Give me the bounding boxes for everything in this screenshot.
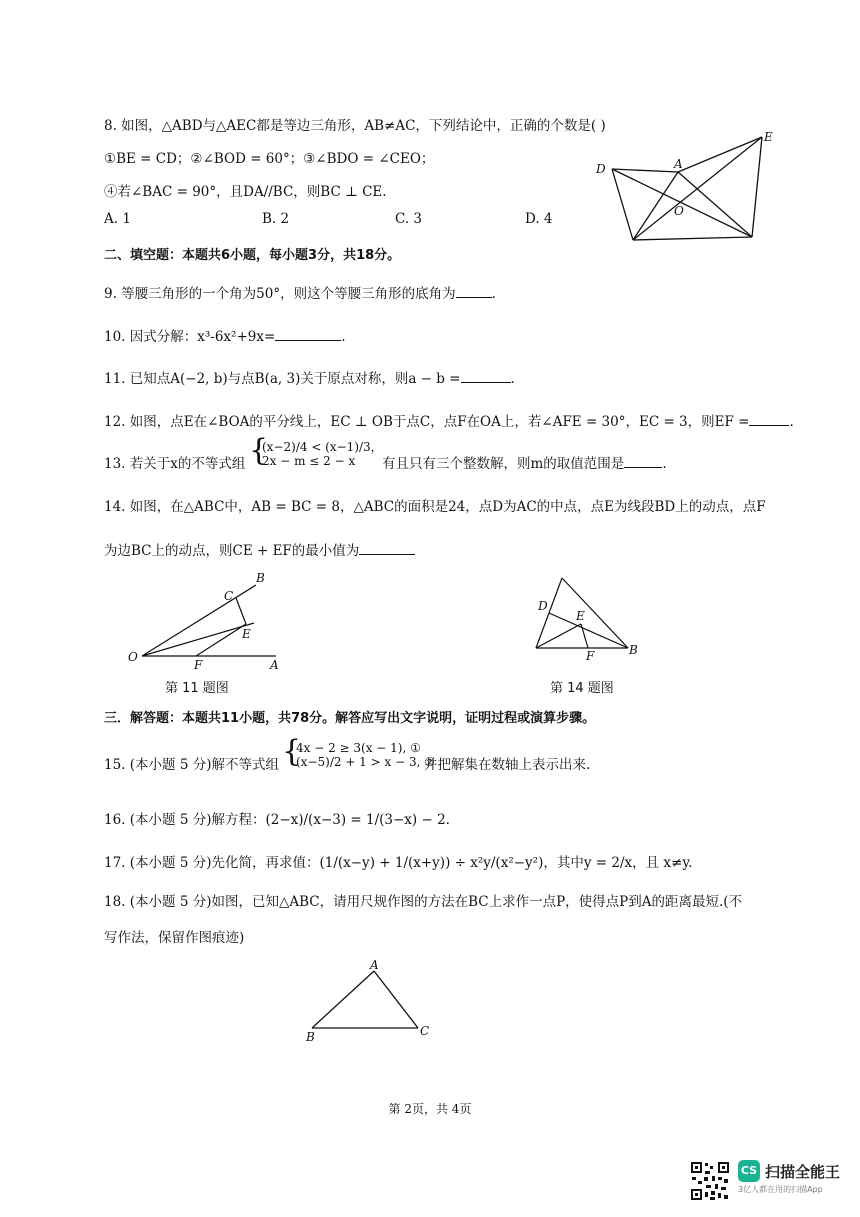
q8-conditions-2: ④若∠BAC = 90°，且DA//BC，则BC ⊥ CE. [104, 184, 387, 200]
q10-text: 10. 因式分解：x³-6x²+9x= [104, 329, 276, 345]
fig11-label-a: A [270, 658, 279, 670]
q14-line-2 [104, 539, 415, 559]
q15-system [296, 741, 435, 769]
q15-sys-1: 4x − 2 ≥ 3(x − 1), ① [296, 741, 421, 755]
q8-option-a: A. 1 [104, 211, 131, 227]
q13-pre: 13. 若关于x的不等式组 [104, 456, 246, 472]
scanner-name: 扫描全能王 [765, 1162, 841, 1181]
q13-blank [624, 455, 662, 468]
q13-post: 有且只有三个整数解，则m的取值范围是 . [382, 456, 667, 472]
scanner-logo [738, 1160, 840, 1195]
fig11-label-c: C [224, 589, 234, 603]
q18-line-1: 18. (本小题 5 分)如图，已知△ABC，请用尺规作图的方法在BC上求作一点P，使得点P到A的距离最短.(不 [104, 894, 743, 910]
q8-label-d: D [596, 162, 606, 176]
q13-brace: { [249, 433, 269, 468]
q13-sys-2: 2x − m ≤ 2 − x [262, 454, 356, 468]
fig11-label-o: O [128, 650, 138, 664]
q12-blank [749, 413, 789, 426]
q8-conditions-1: ①BE = CD；②∠BOD = 60°；③∠BDO = ∠CEO； [104, 151, 435, 167]
q14-line-1: 14. 如图，在△ABC中，AB = BC = 8，△ABC的面积是24，点D为AC的中点，点E为线段BD上的动点，点F [104, 499, 766, 515]
q15-post: 并把解集在数轴上表示出来. [424, 757, 591, 773]
q14-blank [359, 542, 415, 555]
q11-blank [461, 370, 511, 383]
q8-option-b: B. 2 [262, 211, 290, 227]
fig11-label-f: F [194, 658, 203, 670]
q8-option-c: C. 3 [395, 211, 423, 227]
section-2-heading: 二、填空题：本题共6小题，每小题3分，共18分。 [104, 248, 401, 263]
q11-text: 11. 已知点A(−2, b)与点B(a, 3)关于原点对称，则a − b = [104, 371, 461, 387]
fig14-label-f: F [586, 649, 595, 660]
qr-code-icon [690, 1161, 730, 1201]
q11: 11. 已知点A(−2, b)与点B(a, 3)关于原点对称，则a − b = . [104, 371, 515, 387]
fig18 [298, 955, 438, 1045]
q15-brace: { [282, 734, 302, 769]
fig11-label-b: B [256, 571, 265, 585]
fig14-label-b: B [629, 643, 638, 657]
q18-line-2: 写作法，保留作图痕迹) [104, 930, 245, 946]
q10-blank [275, 328, 341, 341]
q8-option-d: D. 4 [525, 211, 553, 227]
fig14-label-d: D [538, 599, 548, 613]
fig18-label-b: B [306, 1030, 315, 1044]
cs-badge: CS [738, 1160, 760, 1182]
q9-text: 9. 等腰三角形的一个角为50°，则这个等腰三角形的底角为 [104, 286, 456, 302]
q8-label-e: E [764, 130, 773, 144]
q9: 9. 等腰三角形的一个角为50°，则这个等腰三角形的底角为 . [104, 286, 496, 302]
fig18-label-a: A [370, 958, 379, 972]
q15-pre: 15. (本小题 5 分)解不等式组 [104, 757, 279, 773]
q13-post-text: 有且只有三个整数解，则m的取值范围是 [382, 456, 625, 472]
q8-label-o: O [674, 204, 684, 218]
fig11-label-e: E [242, 627, 251, 641]
q12: 12. 如图，点E在∠BOA的平分线上，EC ⊥ OB于点C，点F在OA上，若∠AFE = 30°，EC = 3，则EF = . [104, 414, 794, 430]
q15-sys-2: (x−5)/2 + 1 > x − 3, ② [296, 755, 435, 769]
fig14-caption: 第 14 题图 [550, 681, 614, 696]
page-footer: 第 2页，共 4页 [388, 1102, 472, 1116]
q8-label-a: A [674, 157, 683, 171]
q13-system [262, 440, 383, 468]
q17: 17. (本小题 5 分)先化简，再求值：(1/(x−y) + 1/(x+y)) ÷ x²y/(x²−y²)，其中y = 2/x，且 x≠y. [104, 855, 693, 871]
q14-line-2-text: 为边BC上的动点，则CE + EF的最小值为 [104, 543, 360, 559]
fig11-caption: 第 11 题图 [165, 681, 229, 696]
q12-text: 12. 如图，点E在∠BOA的平分线上，EC ⊥ OB于点C，点F在OA上，若∠AFE = 30°，EC = 3，则EF = [104, 414, 750, 430]
q8-figure [590, 125, 780, 245]
section-3-heading: 三．解答题：本题共11小题，共78分。解答应写出文字说明，证明过程或演算步骤。 [104, 711, 596, 726]
q13-sys-1: (x−2)/4 < (x−1)/3， [262, 440, 383, 454]
q9-blank [456, 285, 492, 298]
scanner-tagline: 3亿人都在用的扫描App [738, 1185, 823, 1194]
fig14-label-e: E [576, 609, 585, 623]
fig11 [124, 570, 289, 670]
fig18-label-c: C [420, 1024, 430, 1038]
q16: 16. (本小题 5 分)解方程：(2−x)/(x−3) = 1/(3−x) − 2. [104, 812, 450, 828]
q10: 10. 因式分解：x³-6x²+9x= . [104, 329, 346, 345]
fig14 [526, 572, 646, 660]
q8-stem: 8. 如图，△ABD与△AEC都是等边三角形，AB≠AC，下列结论中，正确的个数是( ) [104, 118, 606, 134]
